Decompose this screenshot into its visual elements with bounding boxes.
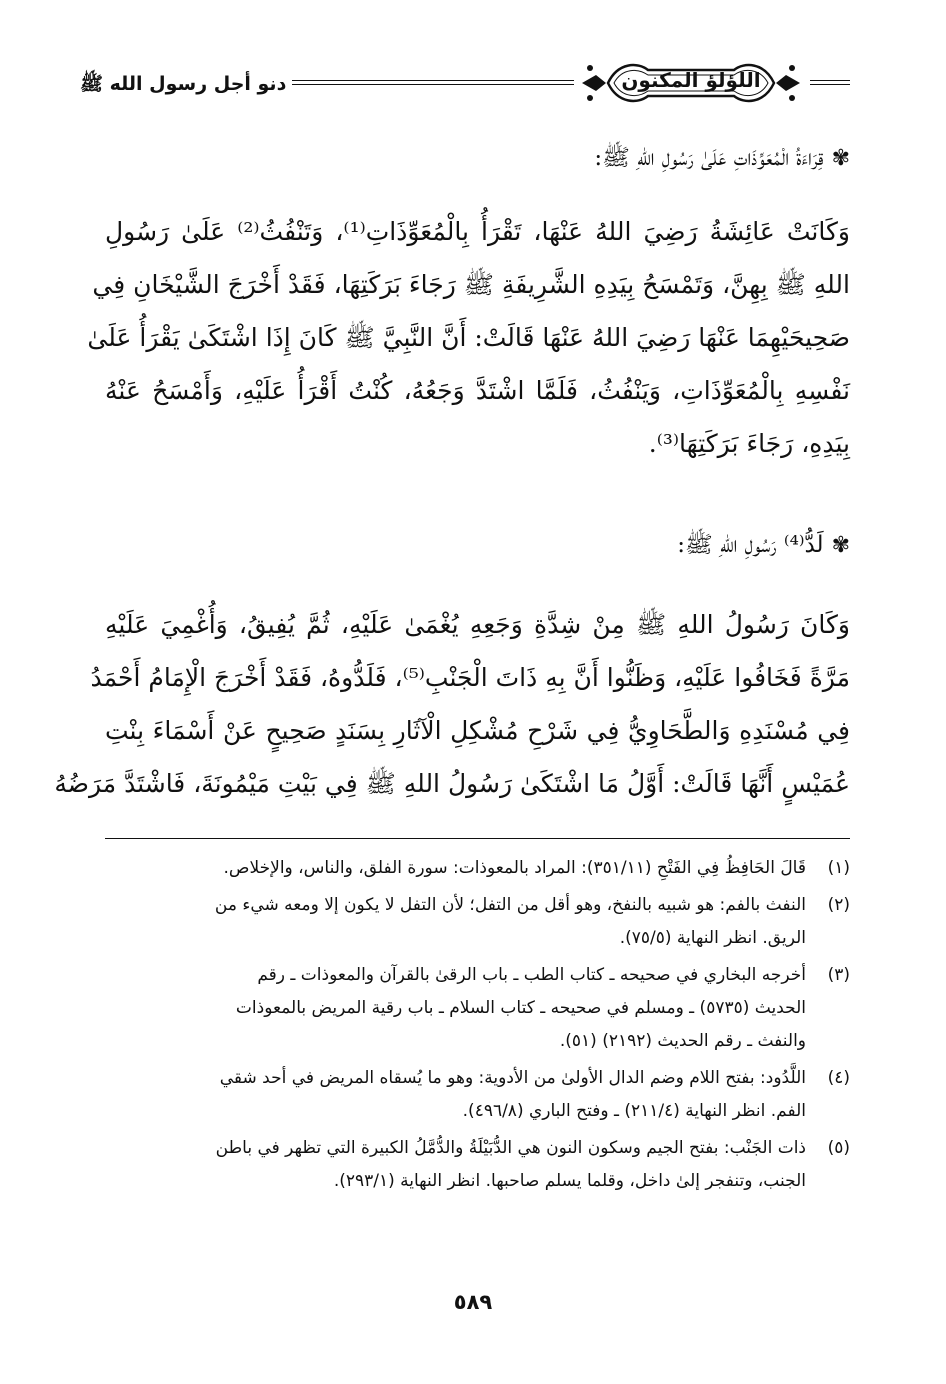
section-heading-2: ✾لَدُّ⁽⁴⁾ رَسُولِ اللهِ ﷺ: xyxy=(677,532,850,558)
footnote-number: (٤) xyxy=(827,1068,850,1088)
section-paragraph-2 xyxy=(54,598,850,810)
footnote-3 xyxy=(105,959,850,1058)
footnote-number: (٢) xyxy=(827,895,850,915)
section-heading-1: ✾قِرَاءَةُ الْمُعَوِّذَاتِ عَلَىٰ رَسُولِ اللهِ ﷺ: xyxy=(594,145,850,171)
running-title: دنو أجل رسول الله ﷺ xyxy=(80,73,287,95)
paragraph-line: صَحِيحَيْهِمَا عَنْهَا رَضِيَ اللهُ عَنْهَا قَالَتْ: أَنَّ النَّبِيَّ ﷺ كَانَ إِذَا اشْتَكَىٰ يَقْرَأُ عَلَىٰ xyxy=(87,323,850,352)
footnote-number: (٣) xyxy=(827,965,850,985)
footnote-line: ذات الجَنْب: بفتح الجيم وسكون النون هي الدُّبَيْلَةُ والدُّمَّلُ الكبيرة التي تظهر في باطن xyxy=(215,1138,806,1158)
paragraph-line: بِيَدِهِ، رَجَاءَ بَرَكَتِهَا⁽³⁾. xyxy=(648,429,850,458)
flower-bullet-icon: ✾ xyxy=(831,146,850,171)
footnote-line: الحديث (٥٧٣٥) ـ ومسلم في صحيحه ـ كتاب السلام ـ باب رقية المريض بالمعوذات xyxy=(235,998,806,1018)
flower-bullet-icon: ✾ xyxy=(831,533,850,558)
paragraph-line: فِي مُسْنَدِهِ وَالطَّحَاوِيُّ فِي شَرْحِ مُشْكِلِ الْآثَارِ بِسَنَدٍ صَحِيحٍ عَنْ أَسْمَاءَ بِنْتِ xyxy=(105,716,850,745)
page-number: ٥٨٩ xyxy=(453,1290,493,1314)
paragraph-line: نَفْسِهِ بِالْمُعَوِّذَاتِ، وَيَنْفُثُ، فَلَمَّا اشْتَدَّ وَجَعُهُ، كُنْتُ أَقْرَأُ عَلَيْهِ، وَأَمْسَحُ عَنْهُ xyxy=(105,376,850,405)
footnote-line: قَالَ الحَافِظُ فِي الفَتْحِ (٣٥١/١١): المراد بالمعوذات: سورة الفلق، والناس، والإخلاص. xyxy=(223,858,806,878)
footnote-line: النفث بالفم: هو شبيه بالنفخ، وهو أقل من التفل؛ لأن التفل لا يكون إلا ومعه شيء من xyxy=(214,895,806,915)
paragraph-line: وَكَانَ رَسُولُ اللهِ ﷺ مِنْ شِدَّةِ وَجَعِهِ يُغْمَىٰ عَلَيْهِ، ثُمَّ يُفِيقُ، وَأُغْمِيَ عَلَيْهِ xyxy=(105,610,850,639)
footnote-line: اللَّدُود: بفتح اللام وضم الدال الأولىٰ من الأدوية: وهو ما يُسقاه المريض في أحد شقي xyxy=(219,1068,806,1088)
footnote-line: والنفث ـ رقم الحديث (٢١٩٢) (٥١). xyxy=(559,1031,806,1051)
footnotes xyxy=(105,852,850,1202)
section-paragraph-1 xyxy=(87,205,850,470)
footnote-line: الريق. انظر النهاية (٧٥/٥). xyxy=(619,928,806,948)
book-title: اللؤلؤ المكنون xyxy=(621,68,761,92)
footnote-separator xyxy=(105,838,850,839)
header-rule-left xyxy=(292,80,574,85)
paragraph-line: وَكَانَتْ عَائِشَةُ رَضِيَ اللهُ عَنْهَا، تَقْرَأُ بِالْمُعَوِّذَاتِ⁽¹⁾، وَتَنْفُثُ⁽²⁾ عَلَىٰ رَسُولِ xyxy=(105,217,850,246)
page-header xyxy=(80,56,850,112)
footnote-number: (٥) xyxy=(827,1138,850,1158)
paragraph-line: مَرَّةً فَخَافُوا عَلَيْهِ، وَظَنُّوا أَنَّ بِهِ ذَاتَ الْجَنْبِ⁽⁵⁾، فَلَدُّوهُ، فَقَدْ أَخْرَجَ الْإِمَامُ أَحْمَدُ xyxy=(90,663,850,692)
footnote-1 xyxy=(105,852,850,885)
footnote-number: (١) xyxy=(827,858,850,878)
footnote-2 xyxy=(105,889,850,955)
footnote-4 xyxy=(105,1062,850,1128)
footnote-line: أخرجه البخاري في صحيحه ـ كتاب الطب ـ باب الرقىٰ بالقرآن والمعوذات ـ رقم xyxy=(257,965,806,985)
footnote-5 xyxy=(105,1132,850,1198)
header-rule-right xyxy=(810,80,850,85)
footnote-line: الجنب، وتنفجر إلىٰ داخل، وقلما يسلم صاحبها. انظر النهاية (٢٩٣/١). xyxy=(333,1171,806,1191)
paragraph-line: عُمَيْسٍ أَنَّهَا قَالَتْ: أَوَّلُ مَا اشْتَكَىٰ رَسُولُ اللهِ ﷺ فِي بَيْتِ مَيْمُونَةَ، فَاشْتَدَّ مَرَضُهُ xyxy=(54,769,850,798)
footnote-line: الفم. انظر النهاية (٢١١/٤) ـ وفتح الباري (٤٩٦/٨). xyxy=(462,1101,806,1121)
paragraph-line: اللهِ ﷺ بِهِنَّ، وَتَمْسَحُ بِيَدِهِ الشَّرِيفَةِ ﷺ رَجَاءَ بَرَكَتِهَا، فَقَدْ أَخْرَجَ الشَّيْخَانِ فِي xyxy=(92,270,850,299)
